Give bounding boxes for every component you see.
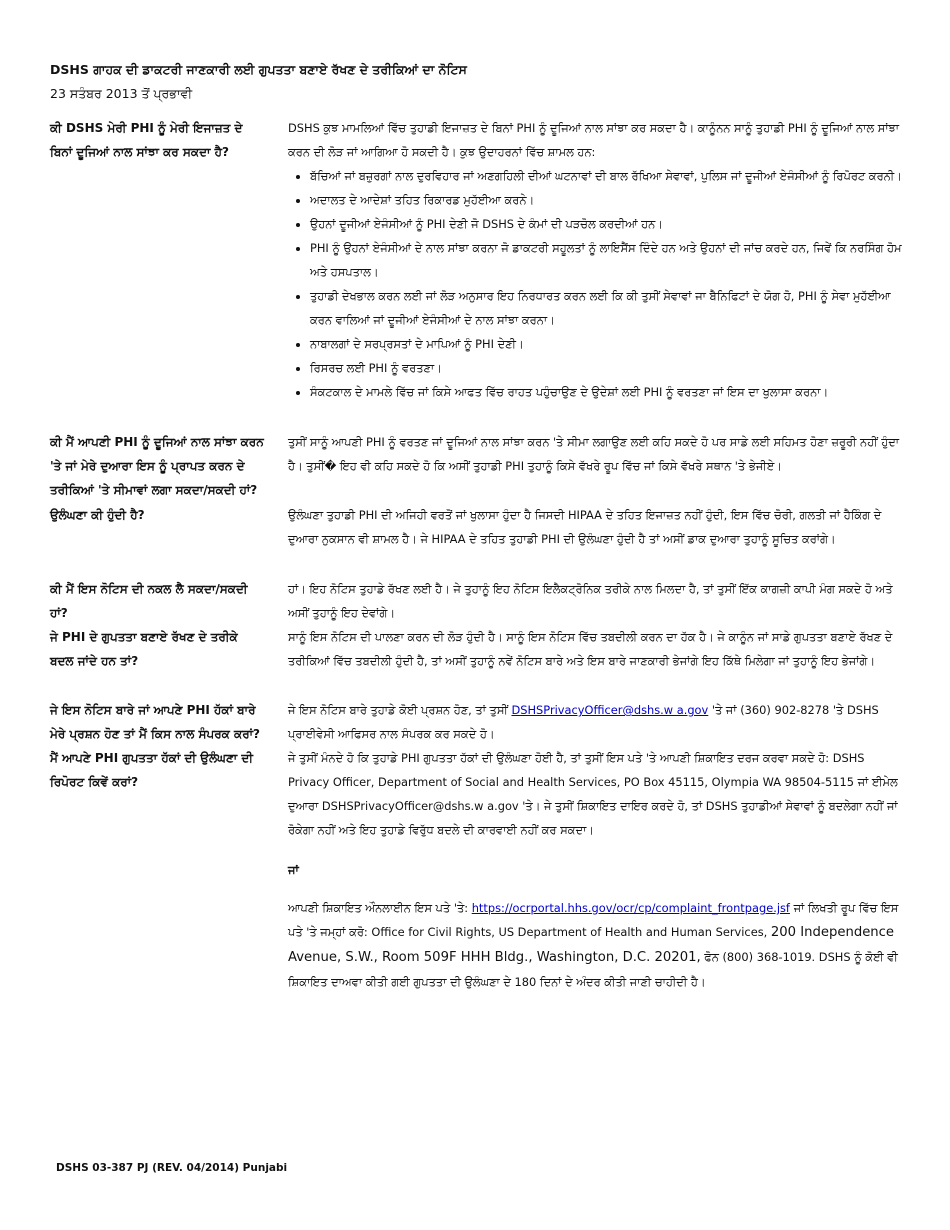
ocr-complaint-portal-link[interactable]: https://ocrportal.hhs.gov/ocr/cp/complaint_frontpage.jsf bbox=[471, 901, 790, 915]
effective-date: 23 ਸਤੰਬਰ 2013 ਤੋਂ ਪ੍ਰਭਾਵੀ bbox=[50, 86, 193, 101]
report-mail-paragraph: ਜੇ ਤੁਸੀਂ ਮੰਨਦੇ ਹੋ ਕਿ ਤੁਹਾਡੇ PHI ਗੁਪਤਤਾ ਹੱਕਾਂ ਦੀ ਉਲੰਘਣਾ ਹੋਈ ਹੈ, ਤਾਂ ਤੁਸੀਂ ਇਸ ਪਤੇ 'ਤੇ ਆਪਣੀ ਸ਼ਿਕਾਇਤ ਦਰਜ ਕਰਵਾ ਸਕਦੇ ਹੋ: DSHS Privacy Officer, Department of Social and Health Services, PO Box 45115, Olympia WA 98504-5115 ਜਾਂ ਈਮੇਲ ਦੁਆਰਾ DSHSPrivacyOfficer@dshs.w a.gov 'ਤੇ। ਜੇ ਤੁਸੀਂ ਸ਼ਿਕਾਇਤ ਦਾਇਰ ਕਰਦੇ ਹੋ, ਤਾਂ DSHS ਤੁਹਾਡੀਆਂ ਸੇਵਾਵਾਂ ਨੂੰ ਬਦਲੇਗਾ ਨਹੀਂ ਜਾਂ ਰੋਕੇਗਾ ਨਹੀਂ ਅਤੇ ਇਹ ਤੁਹਾਡੇ ਵਿਰੁੱਧ ਬਦਲੇ ਦੀ ਕਾਰਵਾਈ ਨਹੀਂ ਕਰ ਸਕਦਾ। bbox=[288, 751, 898, 837]
contact-text-after: 'ਤੇ ਜਾਂ (360) 902-8278 'ਤੇ DSHS ਪ੍ਰਾਈਵੇਸੀ ਆਫਿਸਰ ਨਾਲ ਸੰਪਰਕ ਕਰ ਸਕਦੇ ਹੋ। bbox=[288, 703, 879, 741]
online-text-end: ਫੋਨ (800) 368-1019. DSHS ਨੂੰ ਕੋਈ ਵੀ ਸ਼ਿਕਾਇਤ ਦਾਅਵਾ ਕੀਤੀ ਗਈ ਗੁਪਤਤਾ ਦੀ ਉਲੰਘਣਾ ਦੇ 180 ਦਿਨਾਂ ਦੇ ਅੰਦਰ ਕੀਤੀ ਜਾਣੀ ਚਾਹੀਦੀ ਹੈ। bbox=[288, 950, 898, 989]
contact-text-before: ਜੇ ਇਸ ਨੋਟਿਸ ਬਾਰੇ ਤੁਹਾਡੇ ਕੋਈ ਪ੍ਰਸ਼ਨ ਹੋਣ, ਤਾਂ ਤੁਸੀਂ bbox=[288, 703, 512, 717]
question-share-without-permission: ਕੀ DSHS ਮੇਰੀ PHI ਨੂੰ ਮੇਰੀ ਇਜਾਜ਼ਤ ਦੇ ਬਿਨਾਂ ਦੂਜਿਆਂ ਨਾਲ ਸਾਂਝਾ ਕਰ ਸਕਦਾ ਹੈ? bbox=[50, 121, 243, 159]
online-text-before: ਆਪਣੀ ਸ਼ਿਕਾਇਤ ਔਨਲਾਈਨ ਇਸ ਪਤੇ 'ਤੇ: bbox=[288, 901, 472, 915]
or-separator: ਜਾਂ bbox=[288, 863, 299, 877]
question-copy: ਕੀ ਮੈਂ ਇਸ ਨੋਟਿਸ ਦੀ ਨਕਲ ਲੈ ਸਕਦਾ/ਸਕਦੀ ਹਾਂ? bbox=[50, 582, 248, 620]
answer-limits: ਤੁਸੀਂ ਸਾਨੂੰ ਆਪਣੀ PHI ਨੂੰ ਵਰਤਣ ਜਾਂ ਦੂਜਿਆਂ ਨਾਲ ਸਾਂਝਾ ਕਰਨ 'ਤੇ ਸੀਮਾ ਲਗਾਉਣ ਲਈ ਕਹਿ ਸਕਦੇ ਹੋ ਪਰ ਸਾਡੇ ਲਈ ਸਹਿਮਤ ਹੋਣਾ ਜ਼ਰੂਰੀ ਨਹੀਂ ਹੁੰਦਾ ਹੈ। ਤੁਸੀਂ� ਇਹ ਵੀ ਕਹਿ ਸਕਦੇ ਹੋ ਕਿ ਅਸੀਂ ਤੁਹਾਡੀ PHI ਤੁਹਾਨੂੰ ਕਿਸੇ ਵੱਖਰੇ ਰੂਪ ਵਿੱਚ ਜਾਂ ਕਿਸੇ ਵੱਖਰੇ ਸਥਾਨ 'ਤੇ ਭੇਜੀਏ। bbox=[288, 435, 900, 473]
question-report: ਮੈਂ ਆਪਣੇ PHI ਗੁਪਤਤਾ ਹੱਕਾਂ ਦੀ ਉਲੰਘਣਾ ਦੀ ਰਿਪੋਰਟ ਕਿਵੇਂ ਕਰਾਂ? bbox=[50, 751, 253, 789]
online-text-after: ਜਾਂ ਲਿਖਤੀ ਰੂਪ ਵਿੱਚ ਇਸ ਪਤੇ 'ਤੇ ਜਮ੍ਹਾਂ ਕਰੋ: Office for Civil Rights, US Department of Health and Human Services, bbox=[288, 901, 899, 939]
list-item: • ਰਿਸਰਚ ਲਈ PHI ਨੂੰ ਵਰਤਣਾ। bbox=[310, 356, 908, 380]
report-online-paragraph bbox=[288, 896, 908, 994]
list-item: • ਸੰਕਟਕਾਲ ਦੇ ਮਾਮਲੇ ਵਿੱਚ ਜਾਂ ਕਿਸੇ ਆਫਤ ਵਿੱਚ ਰਾਹਤ ਪਹੁੰਚਾਉਣ ਦੇ ਉਦੇਸ਼ਾਂ ਲਈ PHI ਨੂੰ ਵਰਤਣਾ ਜਾਂ ਇਸ ਦਾ ਖੁਲਾਸਾ ਕਰਨਾ। bbox=[310, 380, 908, 404]
ocr-address: 200 Independence Avenue, S.W., Room 509F HHH Bldg., Washington, D.C. 20201, bbox=[288, 925, 895, 965]
answer-changes: ਸਾਨੂੰ ਇਸ ਨੋਟਿਸ ਦੀ ਪਾਲਣਾ ਕਰਨ ਦੀ ਲੋੜ ਹੁੰਦੀ ਹੈ। ਸਾਨੂੰ ਇਸ ਨੋਟਿਸ ਵਿੱਚ ਤਬਦੀਲੀ ਕਰਨ ਦਾ ਹੱਕ ਹੈ। ਜੇ ਕਾਨੂੰਨ ਜਾਂ ਸਾਡੇ ਗੁਪਤਤਾ ਬਣਾਏ ਰੱਖਣ ਦੇ ਤਰੀਕਿਆਂ ਵਿੱਚ ਤਬਦੀਲੀ ਹੁੰਦੀ ਹੈ, ਤਾਂ ਅਸੀਂ ਤੁਹਾਨੂੰ ਨਵੇਂ ਨੋਟਿਸ ਬਾਰੇ ਅਤੇ ਇਸ ਬਾਰੇ ਜਾਣਕਾਰੀ ਭੇਜਾਂਗੇ ਇਹ ਕਿੱਥੇ ਮਿਲੇਗਾ ਜਾਂ ਤੁਹਾਨੂੰ ਇਹ ਭੇਜਾਂਗੇ। bbox=[288, 630, 893, 668]
answer-intro: DSHS ਕੁਝ ਮਾਮਲਿਆਂ ਵਿੱਚ ਤੁਹਾਡੀ ਇਜਾਜ਼ਤ ਦੇ ਬਿਨਾਂ PHI ਨੂੰ ਦੂਜਿਆਂ ਨਾਲ ਸਾਂਝਾ ਕਰ ਸਕਦਾ ਹੈ। ਕਾਨੂੰਨਨ ਸਾਨੂੰ ਤੁਹਾਡੀ PHI ਨੂੰ ਦੂਜਿਆਂ ਨਾਲ ਸਾਂਝਾ ਕਰਨ ਦੀ ਲੋੜ ਜਾਂ ਆਗਿਆ ਹੋ ਸਕਦੀ ਹੈ। ਕੁਝ ਉਦਾਹਰਨਾਂ ਵਿੱਚ ਸ਼ਾਮਲ ਹਨ: bbox=[288, 121, 899, 159]
list-item: • ਨਾਬਾਲਗਾਂ ਦੇ ਸਰਪ੍ਰਸਤਾਂ ਦੇ ਮਾਪਿਆਂ ਨੂੰ PHI ਦੇਣੀ। bbox=[310, 332, 908, 356]
list-item: • PHI ਨੂੰ ਉਹਨਾਂ ਏਜੰਸੀਆਂ ਦੇ ਨਾਲ ਸਾਂਝਾ ਕਰਨਾ ਜੋ ਡਾਕਟਰੀ ਸਹੂਲਤਾਂ ਨੂੰ ਲਾਇਸੈਂਸ ਦਿੰਦੇ ਹਨ ਅਤੇ ਉਹਨਾਂ ਦੀ ਜਾਂਚ ਕਰਦੇ ਹਨ, ਜਿਵੇਂ ਕਿ ਨਰਸਿੰਗ ਹੋਮ ਅਤੇ ਹਸਪਤਾਲ। bbox=[310, 236, 908, 284]
question-limits: ਕੀ ਮੈਂ ਆਪਣੀ PHI ਨੂੰ ਦੂਜਿਆਂ ਨਾਲ ਸਾਂਝਾ ਕਰਨ 'ਤੇ ਜਾਂ ਮੇਰੇ ਦੁਆਰਾ ਇਸ ਨੂੰ ਪ੍ਰਾਪਤ ਕਰਨ ਦੇ ਤਰੀਕਿਆਂ 'ਤੇ ਸੀਮਾਵਾਂ ਲਗਾ ਸਕਦਾ/ਸਕਦੀ ਹਾਂ? bbox=[50, 435, 264, 497]
privacy-officer-email-link[interactable]: DSHSPrivacyOfficer@dshs.w a.gov bbox=[511, 703, 709, 717]
answer-contact bbox=[288, 698, 908, 746]
form-footer: DSHS 03-387 PJ (REV. 04/2014) Punjabi bbox=[56, 1162, 288, 1174]
list-item: • ਉਹਨਾਂ ਦੂਜੀਆਂ ਏਜੰਸੀਆਂ ਨੂੰ PHI ਦੇਣੀ ਜੋ DSHS ਦੇ ਕੰਮਾਂ ਦੀ ਪੜਚੋਲ ਕਰਦੀਆਂ ਹਨ। bbox=[310, 212, 908, 236]
question-breach: ਉਲੰਘਣਾ ਕੀ ਹੁੰਦੀ ਹੈ? bbox=[50, 508, 145, 522]
document-title: DSHS ਗਾਹਕ ਦੀ ਡਾਕਟਰੀ ਜਾਣਕਾਰੀ ਲਈ ਗੁਪਤਤਾ ਬਣਾਏ ਰੱਖਣ ਦੇ ਤਰੀਕਿਆਂ ਦਾ ਨੋਟਿਸ bbox=[50, 62, 467, 77]
question-contact: ਜੇ ਇਸ ਨੋਟਿਸ ਬਾਰੇ ਜਾਂ ਆਪਣੇ PHI ਹੱਕਾਂ ਬਾਰੇ ਮੇਰੇ ਪ੍ਰਸ਼ਨ ਹੋਣ ਤਾਂ ਮੈਂ ਕਿਸ ਨਾਲ ਸੰਪਰਕ ਕਰਾਂ? bbox=[50, 703, 261, 741]
answer-breach: ਉਲੰਘਣਾ ਤੁਹਾਡੀ PHI ਦੀ ਅਜਿਹੀ ਵਰਤੋਂ ਜਾਂ ਖੁਲਾਸਾ ਹੁੰਦਾ ਹੈ ਜਿਸਦੀ HIPAA ਦੇ ਤਹਿਤ ਇਜਾਜ਼ਤ ਨਹੀਂ ਹੁੰਦੀ, ਇਸ ਵਿੱਚ ਚੋਰੀ, ਗਲਤੀ ਜਾਂ ਹੈਕਿੰਗ ਦੇ ਦੁਆਰਾ ਨੁਕਸਾਨ ਵੀ ਸ਼ਾਮਲ ਹੈ। ਜੇ HIPAA ਦੇ ਤਹਿਤ ਤੁਹਾਡੀ PHI ਦੀ ਉਲੰਘਣਾ ਹੁੰਦੀ ਹੈ ਤਾਂ ਅਸੀਂ ਡਾਕ ਦੁਆਰਾ ਤੁਹਾਨੂੰ ਸੂਚਿਤ ਕਰਾਂਗੇ। bbox=[288, 508, 882, 546]
list-item: • ਅਦਾਲਤ ਦੇ ਆਦੇਸ਼ਾਂ ਤਹਿਤ ਰਿਕਾਰਡ ਮੁਹੱਈਆ ਕਰਨੇ। bbox=[310, 188, 908, 212]
list-item: • ਬੱਚਿਆਂ ਜਾਂ ਬਜ਼ੁਰਗਾਂ ਨਾਲ ਦੁਰਵਿਹਾਰ ਜਾਂ ਅਣਗਹਿਲੀ ਦੀਆਂ ਘਟਨਾਵਾਂ ਦੀ ਬਾਲ ਰੱਖਿਆ ਸੇਵਾਵਾਂ, ਪੁਲਿਸ ਜਾਂ ਦੂਜੀਆਂ ਏਜੰਸੀਆਂ ਨੂੰ ਰਿਪੋਰਟ ਕਰਨੀ। bbox=[310, 164, 908, 188]
answer-copy: ਹਾਂ। ਇਹ ਨੋਟਿਸ ਤੁਹਾਡੇ ਰੱਖਣ ਲਈ ਹੈ। ਜੇ ਤੁਹਾਨੂੰ ਇਹ ਨੋਟਿਸ ਇਲੈਕਟ੍ਰੋਨਿਕ ਤਰੀਕੇ ਨਾਲ ਮਿਲਦਾ ਹੈ, ਤਾਂ ਤੁਸੀਂ ਇੱਕ ਕਾਗਜ਼ੀ ਕਾਪੀ ਮੰਗ ਸਕਦੇ ਹੋ ਅਤੇ ਅਸੀਂ ਤੁਹਾਨੂੰ ਇਹ ਦੇਵਾਂਗੇ। bbox=[288, 582, 893, 620]
question-changes: ਜੇ PHI ਦੇ ਗੁਪਤਤਾ ਬਣਾਏ ਰੱਖਣ ਦੇ ਤਰੀਕੇ ਬਦਲ ਜਾਂਦੇ ਹਨ ਤਾਂ? bbox=[50, 630, 238, 668]
answer-share-without-permission bbox=[288, 116, 908, 404]
list-item: • ਤੁਹਾਡੀ ਦੇਖਭਾਲ ਕਰਨ ਲਈ ਜਾਂ ਲੋੜ ਅਨੁਸਾਰ ਇਹ ਨਿਰਧਾਰਤ ਕਰਨ ਲਈ ਕਿ ਕੀ ਤੁਸੀਂ ਸੇਵਾਵਾਂ ਜਾ ਬੈਨਿਫਿਟਾਂ ਦੇ ਯੋਗ ਹੋ, PHI ਨੂੰ ਸੇਵਾ ਮੁਹੱਈਆ ਕਰਨ ਵਾਲਿਆਂ ਜਾਂ ਦੂਜੀਆਂ ਏਜੰਸੀਆਂ ਦੇ ਨਾਲ ਸਾਂਝਾ ਕਰਨਾ। bbox=[310, 284, 908, 332]
examples-list bbox=[288, 164, 908, 404]
answer-report bbox=[288, 746, 908, 994]
